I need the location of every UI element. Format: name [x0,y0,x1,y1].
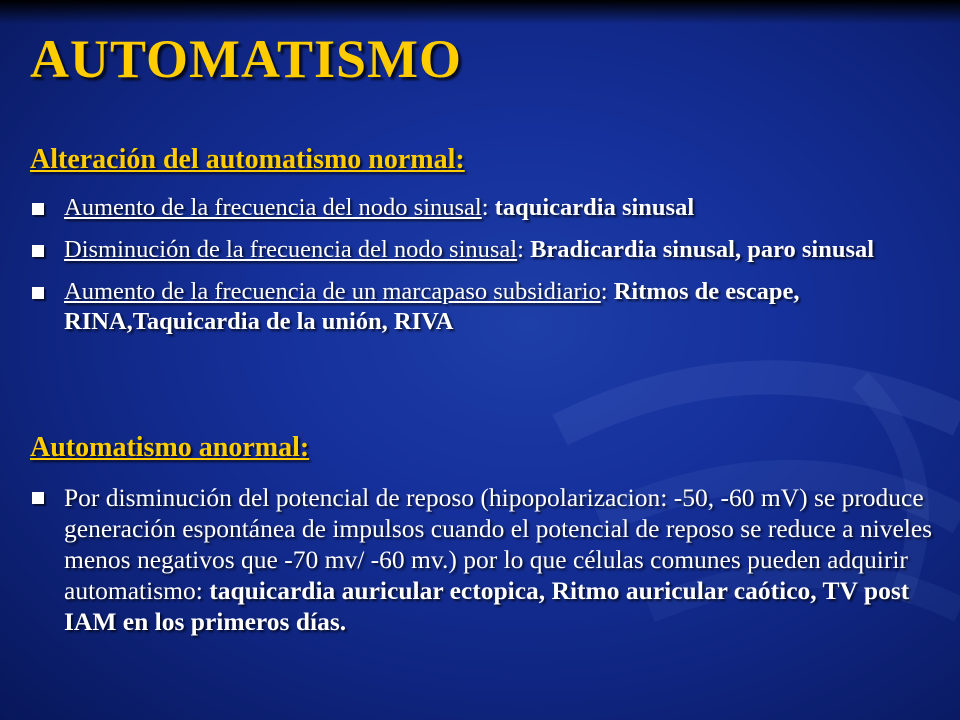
abnormal-automatism-list [30,482,935,649]
item-bold-text: Bradicardia sinusal, paro sinusal [530,236,875,263]
item-bold-text: taquicardia sinusal [494,194,695,221]
item-underlined-text: Aumento de la frecuencia de un marcapaso subsidiario [64,278,601,305]
square-bullet-icon [32,287,44,299]
item-separator: : [517,236,531,263]
list-item [30,277,935,337]
square-bullet-icon [32,203,44,215]
normal-automatism-list [30,193,935,349]
list-item [30,482,935,637]
item-bold-text: taquicardia auricular ectopica, Ritmo auricular caótico, TV post IAM en los primeros días. [64,576,910,636]
item-bold-text: Ritmos de escape, RINA,Taquicardia de la unión, RIVA [64,278,800,335]
item-separator: : [481,194,495,221]
section-heading-abnormal: Automatismo anormal: [30,432,310,463]
list-item [30,235,935,265]
square-bullet-icon [32,245,44,257]
item-underlined-text: Disminución de la frecuencia del nodo sinusal [64,236,518,263]
square-bullet-icon [32,492,44,504]
item-underlined-text: Aumento de la frecuencia del nodo sinusal [64,194,482,221]
top-dark-band [0,0,960,24]
section-heading-normal: Alteración del automatismo normal: [30,144,465,175]
slide-title: AUTOMATISMO [30,29,463,89]
item-body-text: Por disminución del potencial de reposo (hipopolarizacion: -50, -60 mV) se produce generación espontánea de impulsos cuando el potencial de reposo se reduce a niveles menos negativos que -70 mv/ -60 mv.) por lo que células comunes pueden adquirir automatismo: [64,483,933,605]
item-separator: : [600,278,614,305]
list-item [30,193,935,223]
